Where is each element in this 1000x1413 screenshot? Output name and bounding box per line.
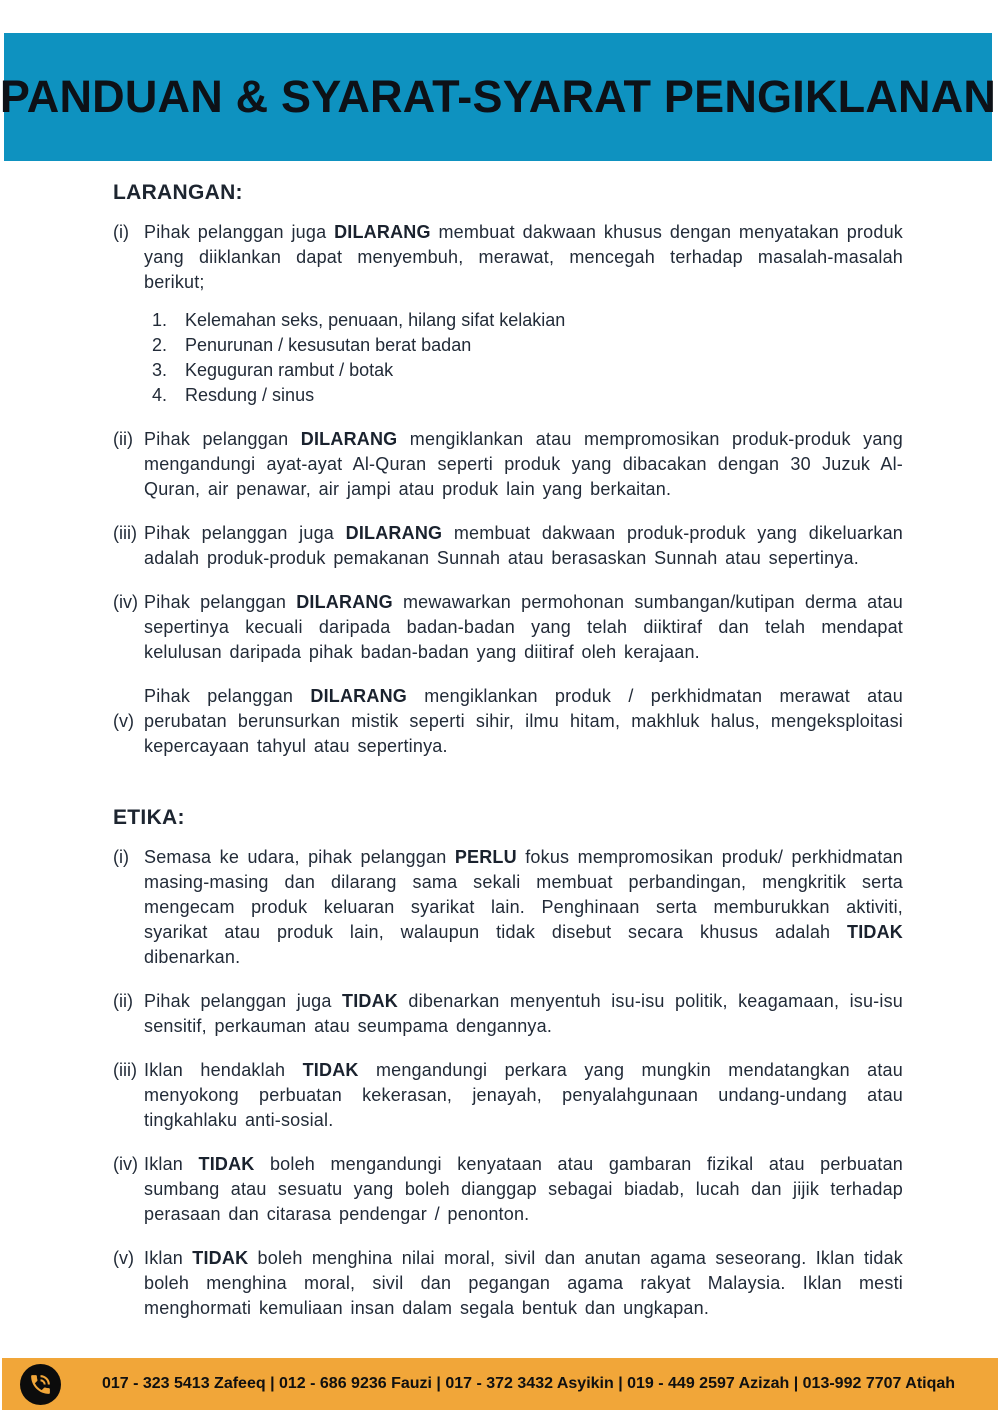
item-text: Pihak pelanggan juga DILARANG membuat dakwaan produk-produk yang dikeluarkan adalah produk-produk pemakanan Sunnah atau berasaskan Sunnah atau sepertinya.: [144, 523, 903, 568]
item-text: Iklan TIDAK boleh menghina nilai moral, sivil dan anutan agama seseorang. Iklan tidak boleh menghina moral, sivil dan pegangan agama rakyat Malaysia. Iklan mesti menghormati kemuliaan insan dalam segala bentuk dan ungkapan.: [144, 1248, 903, 1318]
item-text: Iklan TIDAK boleh mengandungi kenyataan atau gambaran fizikal atau perbuatan sumbang atau sesuatu yang boleh dianggap sebagai biadab, lucah dan jijik terhadap perasaan dan citarasa pendengar / penonton.: [144, 1154, 904, 1224]
item-text: Pihak pelanggan juga TIDAK dibenarkan menyentuh isu-isu politik, keagamaan, isu-isu sensitif, perkauman atau seumpama dengannya.: [144, 991, 903, 1036]
guideline-item: [113, 845, 903, 970]
sublist-number: 3.: [152, 360, 168, 380]
item-marker: (ii): [113, 991, 133, 1011]
section-heading: ETIKA:: [113, 806, 185, 829]
guidelines-content: [113, 180, 903, 1321]
page-title: PANDUAN & SYARAT-SYARAT PENGIKLANAN: [0, 71, 997, 122]
item-marker: (iii): [113, 523, 137, 543]
item-text: Pihak pelanggan DILARANG mengiklankan atau mempromosikan produk-produk yang mengandungi ayat-ayat Al-Quran seperti produk yang dibacakan dengan 30 Juzuk Al-Quran, air penawar, air jampi atau produk lain yang berkaitan.: [144, 429, 903, 499]
section-heading: LARANGAN:: [113, 181, 243, 204]
guideline-item: [113, 590, 903, 665]
emphasis-word: DILARANG: [334, 222, 431, 242]
section-larangan: [113, 180, 903, 759]
guideline-item: [113, 1246, 903, 1321]
guideline-item: [113, 1058, 903, 1133]
phone-icon: [20, 1364, 61, 1405]
footer-contacts: 017 - 323 5413 Zafeeq | 012 - 686 9236 Fauzi | 017 - 372 3432 Asyikin | 019 - 449 2597 Azizah | 013-992 7707 Atiqah: [101, 1375, 956, 1392]
footer-contact-bar: [2, 1358, 998, 1410]
sublist-text: Resdung / sinus: [185, 385, 315, 405]
sublist-item: [144, 383, 903, 408]
guideline-item: [113, 684, 903, 759]
sublist-text: Kelemahan seks, penuaan, hilang sifat kelakian: [185, 310, 566, 330]
item-marker: (v): [113, 1248, 134, 1268]
item-marker: (iii): [113, 1060, 137, 1080]
item-marker: (ii): [113, 429, 133, 449]
sublist-text: Penurunan / kesusutan berat badan: [185, 335, 472, 355]
guideline-item: [113, 1152, 903, 1227]
header-banner: [0, 33, 997, 161]
emphasis-word: TIDAK: [192, 1248, 249, 1268]
guideline-item: [113, 521, 903, 571]
item-text: Pihak pelanggan DILARANG mengiklankan produk / perkhidmatan merawat atau perubatan berunsurkan mistik seperti sihir, ilmu hitam, makhluk halus, mengeksploitasi kepercayaan tahyul atau sepertinya.: [144, 686, 903, 756]
emphasis-word: DILARANG: [345, 523, 443, 543]
emphasis-word: DILARANG: [300, 429, 398, 449]
item-marker: (iv): [113, 1154, 138, 1174]
emphasis-word: TIDAK: [342, 991, 399, 1011]
emphasis-word: TIDAK: [847, 922, 903, 942]
sublist: [144, 308, 903, 408]
sublist-item: [144, 358, 903, 383]
sublist-item: [144, 333, 903, 358]
item-text: Semasa ke udara, pihak pelanggan PERLU fokus mempromosikan produk/ perkhidmatan masing-masing dan dilarang sama sekali membuat perbandingan, mengkritik serta mengecam produk keluaran syarikat lain. Penghinaan serta memburukkan aktiviti, syarikat atau produk lain, walaupun tidak disebut secara khusus adalah TIDAK dibenarkan.: [144, 847, 903, 967]
guideline-item: [113, 220, 903, 408]
sublist-item: [144, 308, 903, 333]
sublist-number: 4.: [152, 385, 168, 405]
emphasis-word: TIDAK: [302, 1060, 359, 1080]
item-text: Pihak pelanggan DILARANG mewawarkan permohonan sumbangan/kutipan derma atau sepertinya kecuali daripada badan-badan yang telah diiktiraf dan telah mendapat kelulusan daripada pihak badan-badan yang diitiraf oleh kerajaan.: [144, 592, 903, 662]
sublist-number: 1.: [152, 310, 168, 330]
item-marker: (i): [113, 847, 129, 867]
item-marker: (i): [113, 222, 129, 242]
item-marker: (iv): [113, 592, 138, 612]
item-text: Iklan hendaklah TIDAK mengandungi perkara yang mungkin mendatangkan atau menyokong perbuatan kekerasan, jenayah, penyalahgunaan undang-undang atau tingkahlaku anti-sosial.: [144, 1060, 903, 1130]
emphasis-word: TIDAK: [198, 1154, 255, 1174]
sublist-text: Keguguran rambut / botak: [185, 360, 394, 380]
item-text: Pihak pelanggan juga DILARANG membuat dakwaan khusus dengan menyatakan produk yang diiklankan dapat menyembuh, merawat, mencegah terhadap masalah-masalah berikut;: [144, 222, 903, 292]
sublist-number: 2.: [152, 335, 168, 355]
emphasis-word: PERLU: [454, 847, 517, 867]
guideline-item: [113, 427, 903, 502]
section-etika: [113, 805, 903, 1321]
guideline-item: [113, 989, 903, 1039]
emphasis-word: DILARANG: [296, 592, 393, 612]
emphasis-word: DILARANG: [310, 686, 407, 706]
item-marker: (v): [113, 711, 134, 731]
